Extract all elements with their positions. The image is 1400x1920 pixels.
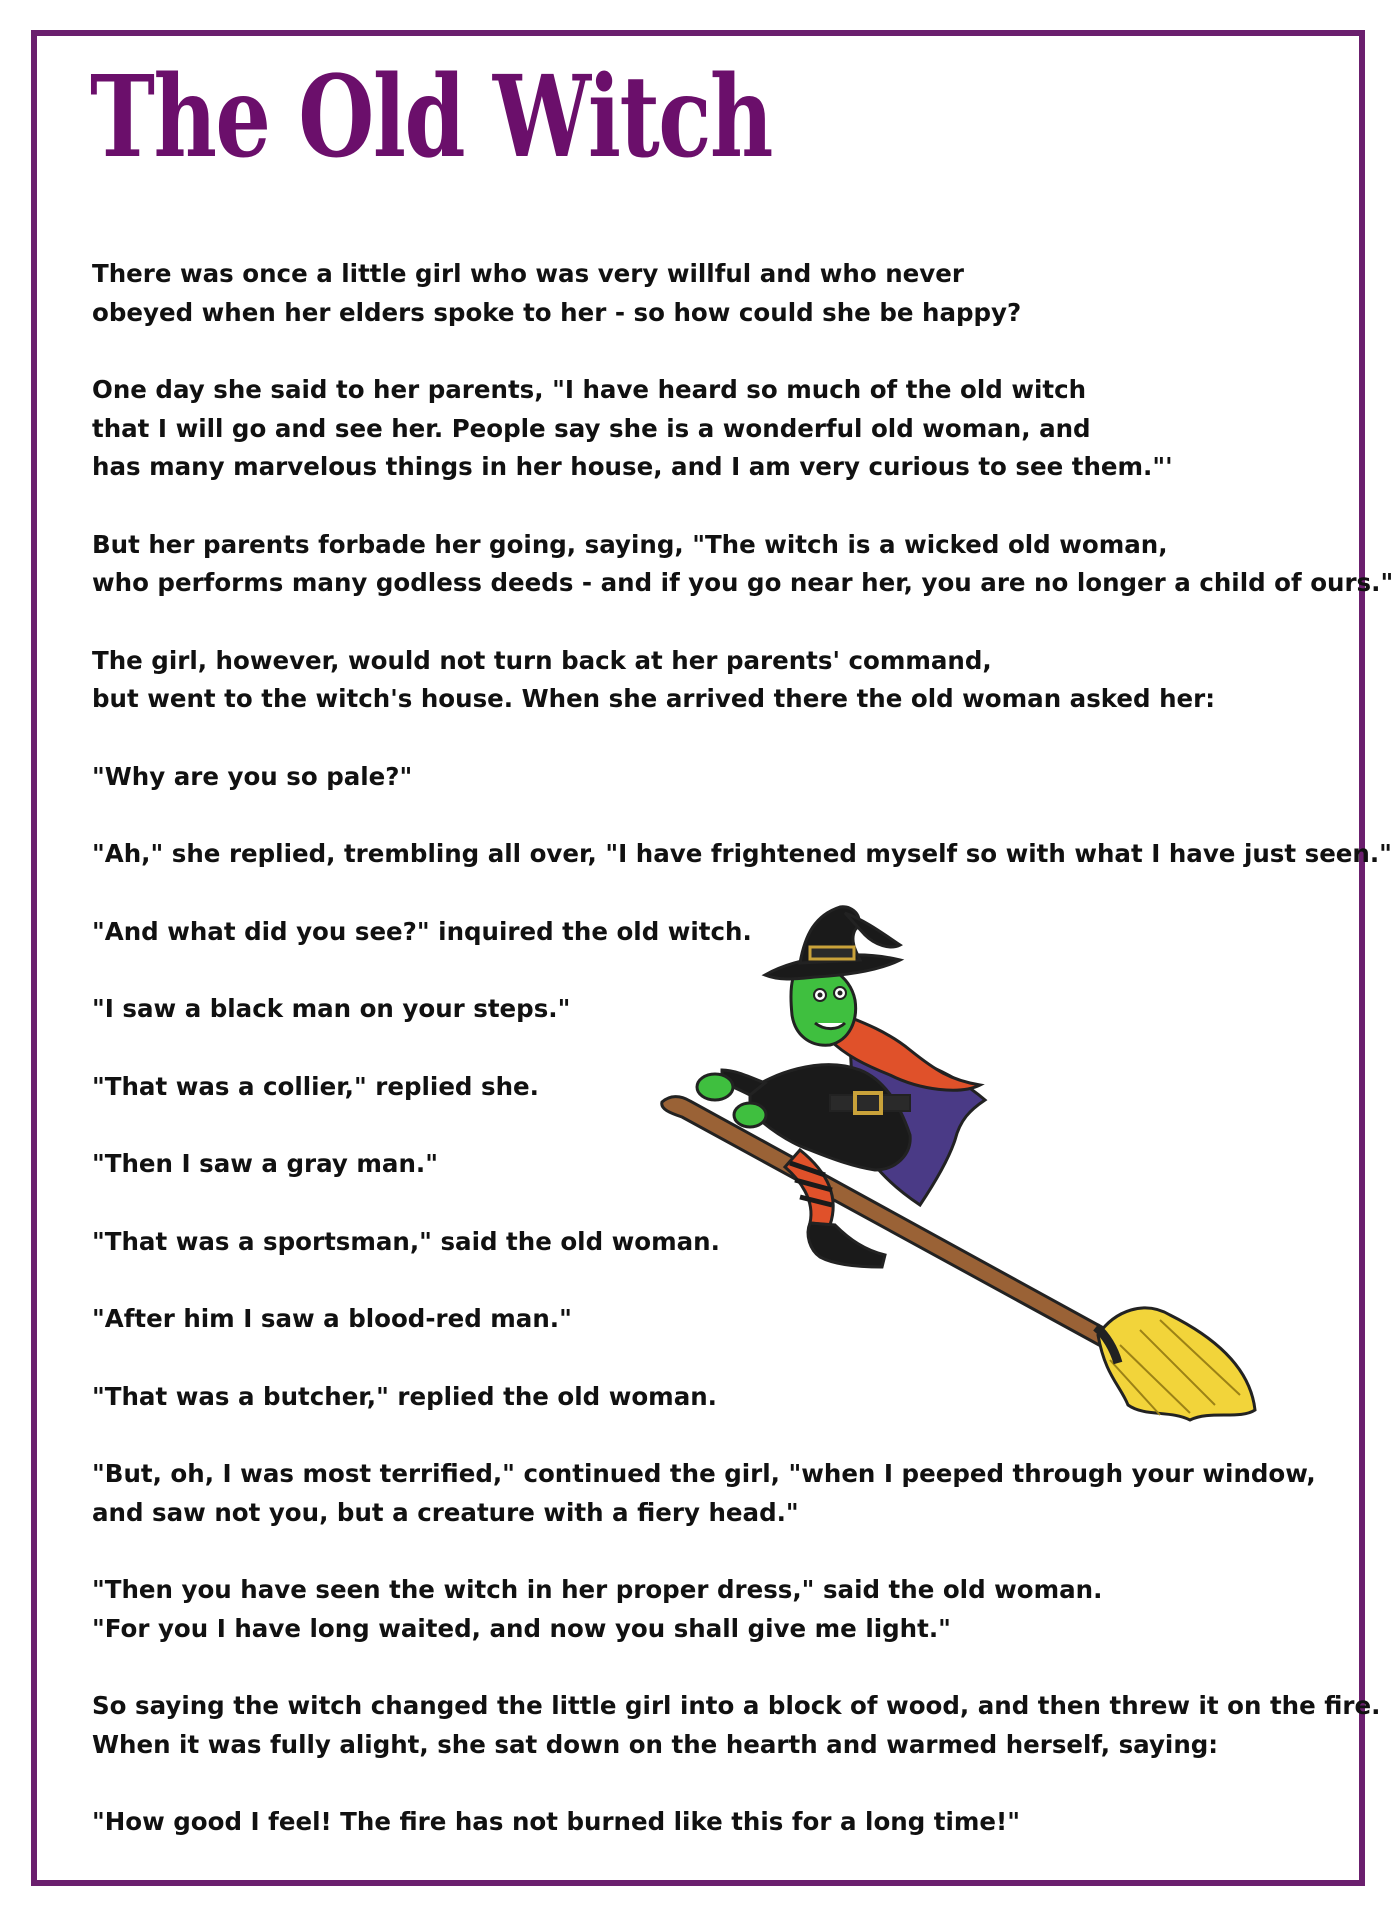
text-line: So saying the witch changed the little girl into a block of wood, and then threw it on the fire. [92, 1691, 1381, 1720]
witch-on-broom-icon [650, 905, 1260, 1425]
paragraph-1 [92, 255, 1352, 332]
text-line: "Why are you so pale?" [92, 761, 413, 791]
text-line: "How good I feel! The fire has not burned like this for a long time!" [92, 1807, 1020, 1836]
text-line: "After him I saw a blood-red man." [92, 1304, 572, 1333]
paragraph-15 [92, 1571, 1352, 1648]
text-line: There was once a little girl who was very willful and who never [92, 259, 964, 288]
text-line: The girl, however, would not turn back at her parents' command, [92, 645, 992, 675]
text-line: "I saw a black man on your steps." [92, 994, 571, 1023]
text-line: but went to the witch's house. When she arrived there the old woman asked her: [92, 684, 1216, 713]
text-line: "That was a butcher," replied the old woman. [92, 1381, 717, 1411]
text-line: "For you I have long waited, and now you shall give me light." [92, 1613, 951, 1643]
paragraph-16 [92, 1687, 1381, 1764]
text-line: "Ah," she replied, trembling all over, "I have frightened myself so with what I have just seen." [92, 839, 1392, 868]
page-title: The Old Witch [90, 52, 772, 183]
text-line: who performs many godless deeds - and if you go near her, you are no longer a child of ours." [92, 568, 1394, 597]
paragraph-4 [92, 642, 1352, 719]
paragraph-17 [92, 1803, 1352, 1842]
paragraph-14 [92, 1455, 1352, 1532]
text-line: One day she said to her parents, "I have heard so much of the old witch [92, 375, 1087, 404]
paragraph-6 [92, 835, 1392, 874]
text-line: "But, oh, I was most terrified," continued the girl, "when I peeped through your window, [92, 1459, 1316, 1488]
text-line: and saw not you, but a creature with a fiery head." [92, 1497, 799, 1527]
text-line: obeyed when her elders spoke to her - so how could she be happy? [92, 297, 1022, 327]
text-line: "And what did you see?" inquired the old witch. [92, 916, 752, 946]
text-line: "Then I saw a gray man." [92, 1149, 438, 1178]
paragraph-2 [92, 371, 1352, 487]
text-line: has many marvelous things in her house, and I am very curious to see them."' [92, 452, 1173, 481]
text-line: "Then you have seen the witch in her proper dress," said the old woman. [92, 1575, 1103, 1604]
text-line: that I will go and see her. People say she is a wonderful old woman, and [92, 413, 1091, 443]
text-line: "That was a sportsman," said the old woman. [92, 1226, 720, 1256]
text-line: But her parents forbade her going, saying, "The witch is a wicked old woman, [92, 529, 1168, 559]
text-line: When it was fully alight, she sat down on the hearth and warmed herself, saying: [92, 1729, 1219, 1759]
text-line: "That was a collier," replied she. [92, 1071, 539, 1101]
paragraph-5 [92, 758, 1352, 797]
paragraph-3 [92, 526, 1394, 603]
